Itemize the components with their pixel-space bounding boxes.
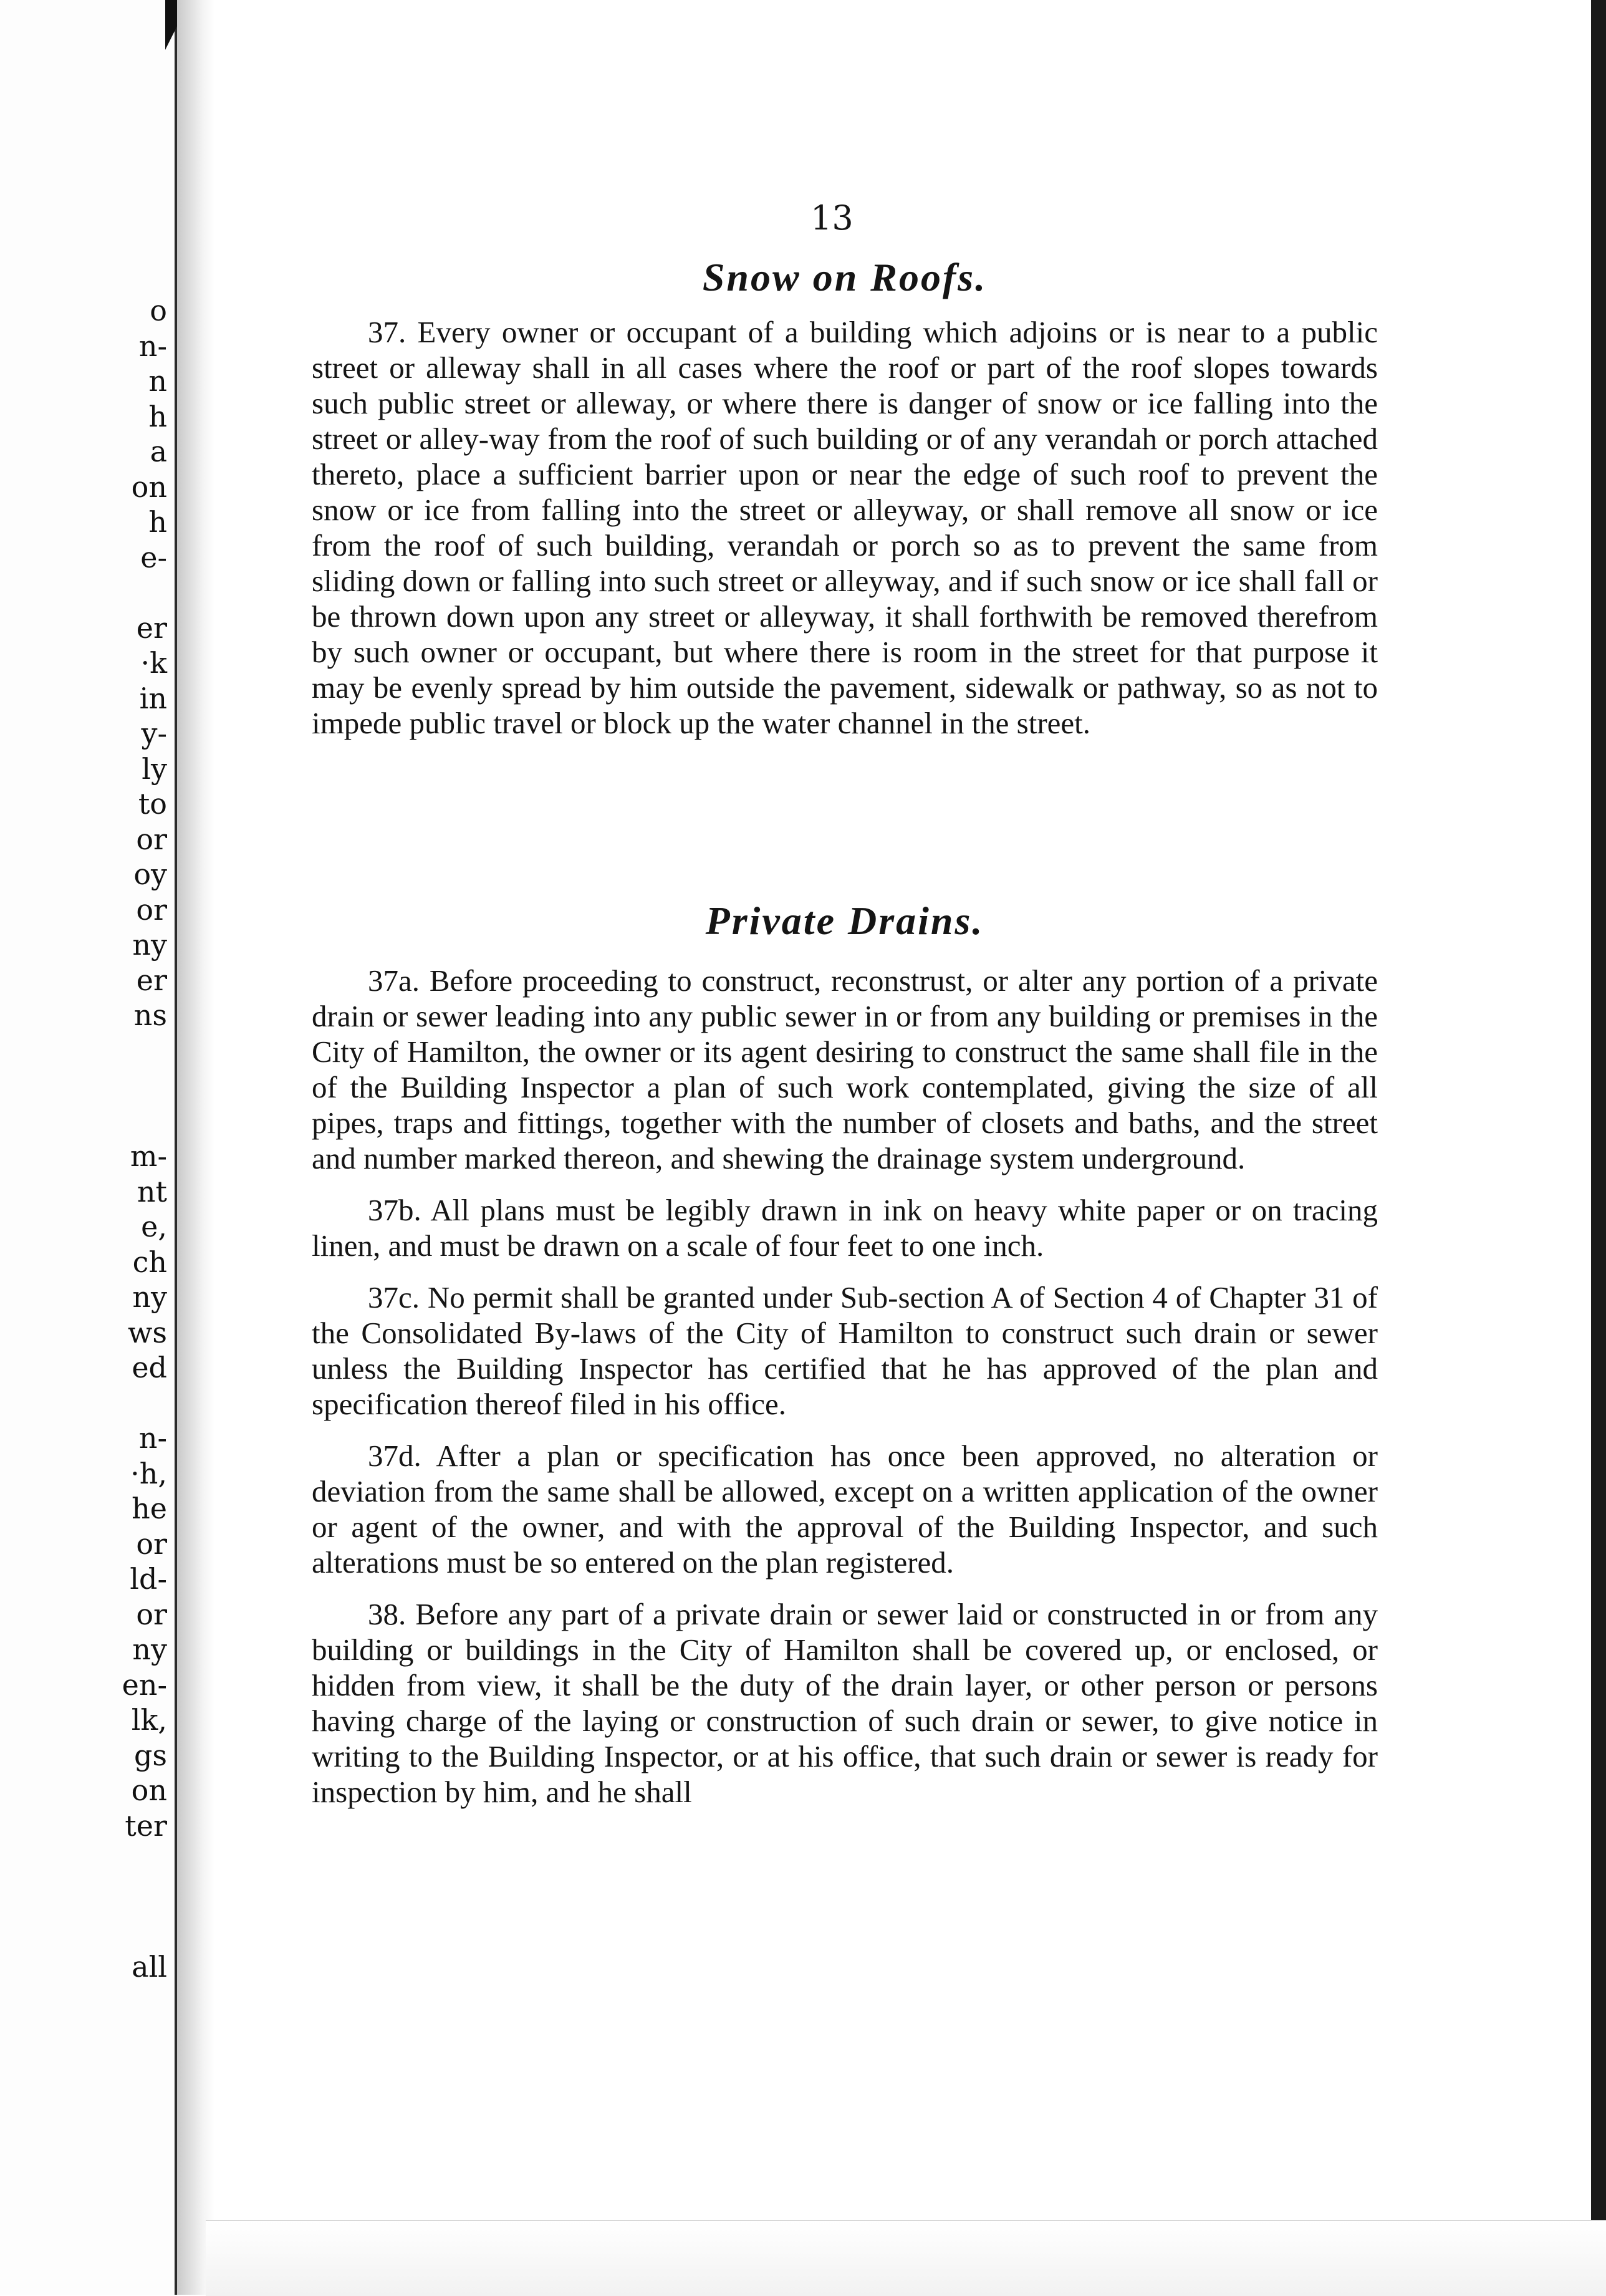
previous-page-edge <box>0 0 177 2295</box>
left-page-fragment: all <box>132 1949 167 1984</box>
left-page-fragment: n- <box>138 329 167 363</box>
left-page-fragment: a <box>150 435 167 468</box>
left-page-fragment: lk, <box>131 1703 167 1737</box>
left-page-fragment: to <box>138 787 167 821</box>
left-page-fragment: or <box>136 1527 167 1561</box>
left-page-fragment: h <box>148 399 167 433</box>
left-page-fragment: on <box>131 1773 167 1807</box>
section-paragraph: 37b. All plans must be legibly drawn in ink on heavy white paper or on tracing linen, and must be drawn on a scale of four feet to one inch. <box>312 1193 1378 1263</box>
left-page-fragment: ter <box>125 1808 167 1843</box>
section-paragraph: 37. Every owner or occupant of a building which adjoins or is near to a public street or alleway shall in all cases where the roof or part of the roof slopes towards such public street or alleway, or where there is danger of snow or ice falling into the street or alley-way from the roof of such building or of any verandah or porch attached thereto, place a sufficient barrier upon or near the edge of such roof to prevent the snow or ice from falling into the street or alleyway, or shall remove all snow or ice from the roof of such building, verandah or porch so as to prevent the same from sliding down or falling into such street or alleyway, and if such snow or ice shall fall or be thrown down upon any street or alleyway, it shall forthwith be removed therefrom by such owner or occupant, but where there is room in the street for that purpose it may be evenly spread by him outside the pavement, sidewalk or pathway, so as not to impede public travel or block up the water channel in the street. <box>312 315 1378 740</box>
left-page-fragment: or <box>136 892 167 927</box>
left-page-fragment: gs <box>133 1738 167 1772</box>
left-page-fragment: e- <box>140 540 167 574</box>
left-page-fragment: ly <box>142 751 167 786</box>
left-page-fragment: oy <box>133 857 167 891</box>
section-paragraph: 37c. No permit shall be granted under Sub-section A of Section 4 of Chapter 31 of the Consolidated By-laws of the City of Hamilton to construct such drain or sewer unless the Building Inspector has certified that he has approved of the plan and specification thereof filed in his office. <box>312 1280 1378 1421</box>
left-page-fragment: ld- <box>130 1562 167 1596</box>
left-page-fragment: n- <box>138 1421 167 1455</box>
section-heading: Snow on Roofs. <box>702 255 988 299</box>
left-page-fragment: ch <box>132 1245 167 1279</box>
left-page-fragment: ny <box>132 1280 167 1314</box>
left-page-fragment: ns <box>133 998 167 1032</box>
right-page-edge <box>1591 0 1606 2295</box>
page-number: 13 <box>810 198 853 238</box>
section-private-drains <box>312 898 1378 1810</box>
left-page-fragment: nt <box>137 1174 167 1208</box>
left-page-fragment: ny <box>132 1633 167 1666</box>
book-gutter <box>177 0 214 2295</box>
section-paragraph: 37d. After a plan or specification has once been approved, no alteration or deviation from the same shall be allowed, except on a written application of the owner or agent of the owner, and with the approval of the Building Inspector, and such alterations must be so entered on the plan registered. <box>312 1439 1378 1580</box>
left-page-fragment: h <box>148 505 167 539</box>
left-page-fragment: y- <box>141 716 167 750</box>
left-page-fragment: or <box>136 822 167 856</box>
left-page-fragment: in <box>139 681 167 715</box>
section-paragraph: 37a. Before proceeding to construct, reconstrust, or alter any portion of a private drain or sewer leading into any public sewer in or from any building or premises in the City of Hamilton, the owner or its agent desiring to construct the same shall file in the of the Building Inspector a plan of such work contemplated, giving the size of all pipes, traps and fittings, together with the number of closets and baths, and the street and number marked thereon, and shewing the drainage system underground. <box>312 963 1378 1175</box>
left-page-fragment: e, <box>141 1210 167 1243</box>
left-page-fragment: on <box>131 470 167 504</box>
left-page-fragment: ·h, <box>130 1456 167 1490</box>
left-page-fragment: ws <box>128 1315 167 1349</box>
left-page-fragment: m- <box>130 1139 167 1173</box>
left-page-fragment: er <box>136 610 167 645</box>
left-page-fragment: ed <box>132 1351 167 1384</box>
left-page-fragment: or <box>136 1597 167 1631</box>
left-page-fragment: ny <box>132 928 167 962</box>
left-page-fragment: he <box>132 1492 167 1525</box>
left-page-fragment: ·k <box>140 646 167 680</box>
left-page-fragment: en- <box>122 1667 167 1702</box>
section-snow-on-roofs <box>312 254 1378 741</box>
bottom-page-edge <box>206 2220 1606 2296</box>
section-heading: Private Drains. <box>705 899 984 943</box>
left-page-fragment: o <box>150 294 167 327</box>
left-page-fragment: n <box>148 364 167 398</box>
section-paragraph: 38. Before any part of a private drain or sewer laid or constructed in or from any building or buildings in the City of Hamilton shall be covered up, or enclosed, or hidden from view, it shall be the duty of the drain layer, or other person or persons having charge of the laying or construction of such drain or sewer, to give notice in writing to the Building Inspector, or at his office, that such drain or sewer is ready for inspection by him, and he shall <box>312 1597 1378 1809</box>
left-page-fragment: er <box>136 963 167 997</box>
